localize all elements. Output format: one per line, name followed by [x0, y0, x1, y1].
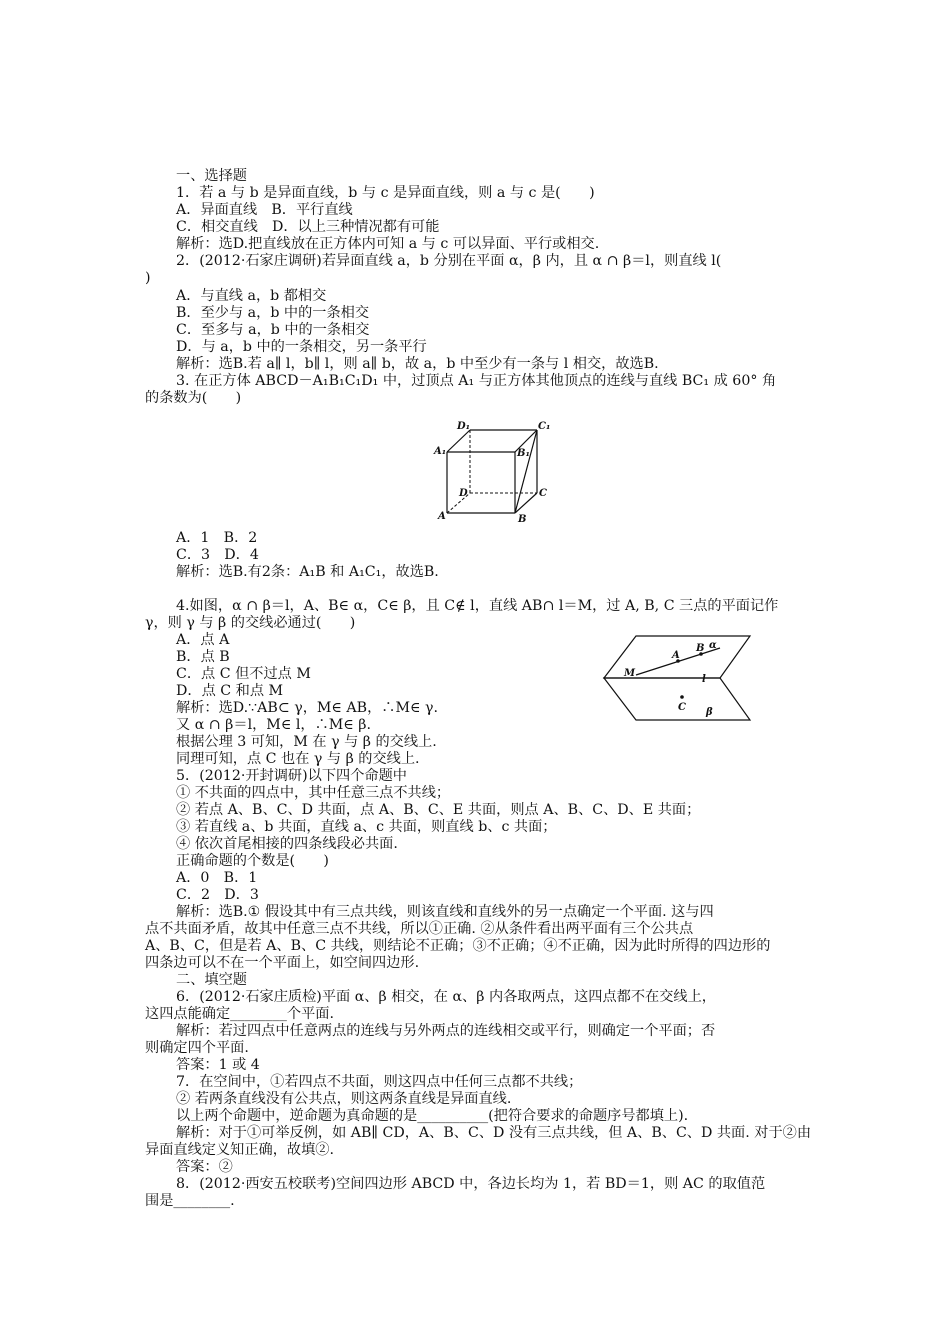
- cube-label-a1: A₁: [434, 446, 447, 457]
- q5-statement-2: ② 若点 A、B、C、D 共面，点 A、B、C、E 共面，则点 A、B、C、D、E 共面；: [176, 802, 701, 818]
- planes-label-l: l: [702, 674, 706, 685]
- q4-solution-3: 根据公理 3 可知，M 在 γ 与 β 的交线上.: [176, 734, 437, 750]
- question-4-line2: γ，则 γ 与 β 的交线必通过( ): [145, 615, 356, 631]
- question-4-line1: 4.如图，α ∩ β＝l，A、B∈ α，C∈ β，且 C∉ l，直线 AB∩ l＝M，过 A, B, C 三点的平面记作: [176, 598, 779, 614]
- planes-label-b: B: [696, 643, 705, 654]
- question-2-line1: 2．(2012·石家庄调研)若异面直线 a，b 分别在平面 α，β 内，且 α ∩ β＝l，则直线 l(: [176, 253, 722, 269]
- q5-solution-3: A、B、C，但是若 A、B、C 共线，则结论不正确；③不正确；④不正确，因为此时所得的四边形的: [145, 938, 771, 954]
- question-3-line1: 3. 在正方体 ABCD－A₁B₁C₁D₁ 中，过顶点 A₁ 与正方体其他顶点的连线与直线 BC₁ 成 60° 角: [176, 373, 777, 389]
- q7-ask: 以上两个命题中，逆命题为真命题的是__________(把符合要求的命题序号都填上).: [176, 1108, 689, 1124]
- q4-solution-4: 同理可知，点 C 也在 γ 与 β 的交线上.: [176, 751, 420, 767]
- cube-label-d1: D₁: [457, 421, 471, 432]
- q5-statement-3: ③ 若直线 a、b 共面，直线 a、c 共面，则直线 b、c 共面；: [176, 819, 557, 835]
- q1-solution: 解析：选D.把直线放在正方体内可知 a 与 c 可以异面、平行或相交.: [176, 236, 600, 252]
- question-8-line1: 8．(2012·西安五校联考)空间四边形 ABCD 中，各边长均为 1，若 BD＝1，则 AC 的取值范: [176, 1176, 766, 1192]
- q5-solution-2: 点不共面矛盾，故其中任意三点不共线，所以①正确. ②从条件看出两平面有三个公共点: [145, 921, 694, 937]
- question-6-line2: 这四点能确定________个平面.: [145, 1006, 334, 1022]
- q7-answer: 答案：②: [176, 1159, 233, 1175]
- q4-option-b: B．点 B: [176, 649, 230, 665]
- planes-label-beta: β: [706, 707, 713, 718]
- cube-label-c: C: [539, 488, 547, 499]
- question-7: 7．在空间中，①若四点不共面，则这四点中任何三点都不共线；: [176, 1074, 583, 1090]
- q5-statement-4: ④ 依次首尾相接的四条线段必共面.: [176, 836, 398, 852]
- q5-options-cd: C．2 D．3: [176, 887, 259, 903]
- planes-label-a: A: [672, 650, 680, 661]
- question-2-line2: ): [145, 270, 151, 286]
- q2-option-c: C．至多与 a，b 中的一条相交: [176, 322, 370, 338]
- q2-solution: 解析：选B.若 a∥ l，b∥ l，则 a∥ b，故 a，b 中至少有一条与 l 相交，故选B.: [176, 356, 659, 372]
- section-heading-choice: 一、选择题: [176, 168, 247, 184]
- question-6-line1: 6．(2012·石家庄质检)平面 α、β 相交，在 α、β 内各取两点，这四点都不在交线上，: [176, 989, 716, 1005]
- q2-option-a: A．与直线 a，b 都相交: [176, 288, 327, 304]
- q7-solution-2: 异面直线定义知正确，故填②.: [145, 1142, 334, 1158]
- q2-option-d: D．与 a，b 中的一条相交，另一条平行: [176, 339, 427, 355]
- q5-options-ab: A．0 B．1: [176, 870, 258, 886]
- q3-solution: 解析：选B.有2条：A₁B 和 A₁C₁，故选B.: [176, 564, 439, 580]
- q4-option-a: A．点 A: [176, 632, 230, 648]
- q3-options-ab: A．1 B．2: [176, 530, 258, 546]
- cube-figure: [430, 418, 555, 528]
- q6-solution-1: 解析：若过四点中任意两点的连线与另外两点的连线相交或平行，则确定一个平面；否: [176, 1023, 716, 1039]
- q5-solution-1: 解析：选B.① 假设其中有三点共线，则该直线和直线外的另一点确定一个平面. 这与四: [176, 904, 714, 920]
- q6-solution-2: 则确定四个平面.: [145, 1040, 249, 1056]
- question-3-line2: 的条数为( ): [145, 390, 242, 406]
- question-8-line2: 围是________.: [145, 1193, 235, 1209]
- section-heading-fill: 二、填空题: [176, 972, 247, 988]
- planes-label-alpha: α: [709, 640, 717, 651]
- cube-label-b1: B₁: [517, 448, 530, 459]
- q5-ask: 正确命题的个数是( ): [176, 853, 329, 869]
- q7-solution-1: 解析：对于①可举反例，如 AB∥ CD，A、B、C、D 没有三点共线，但 A、B、C、D 共面. 对于②由: [176, 1125, 812, 1141]
- q4-option-c: C．点 C 但不过点 M: [176, 666, 311, 682]
- q5-statement-1: ① 不共面的四点中，其中任意三点不共线；: [176, 785, 451, 801]
- q4-option-d: D．点 C 和点 M: [176, 683, 284, 699]
- q7-statement-2: ② 若两条直线没有公共点，则这两条直线是异面直线.: [176, 1091, 512, 1107]
- q2-option-b: B．至少与 a，b 中的一条相交: [176, 305, 370, 321]
- cube-label-c1: C₁: [538, 421, 551, 432]
- q6-answer: 答案：1 或 4: [176, 1057, 260, 1073]
- planes-label-m: M: [624, 668, 636, 679]
- cube-label-d: D: [459, 488, 468, 499]
- cube-label-b: B: [518, 514, 527, 525]
- planes-label-c: C: [678, 702, 686, 713]
- question-5: 5．(2012·开封调研)以下四个命题中: [176, 768, 407, 784]
- q4-solution-2: 又 α ∩ β＝l，M∈ l，∴M∈ β.: [176, 717, 372, 733]
- q1-options-cd: C．相交直线 D．以上三种情况都有可能: [176, 219, 440, 235]
- q1-options-ab: A．异面直线 B．平行直线: [176, 202, 353, 218]
- question-1: 1．若 a 与 b 是异面直线，b 与 c 是异面直线，则 a 与 c 是( ): [176, 185, 595, 201]
- planes-figure: [600, 630, 760, 730]
- cube-label-a: A: [438, 511, 446, 522]
- q5-solution-4: 四条边可以不在一个平面上，如空间四边形.: [145, 955, 420, 971]
- q3-options-cd: C．3 D．4: [176, 547, 259, 563]
- q4-solution-1: 解析：选D.∵AB⊂ γ，M∈ AB，∴M∈ γ.: [176, 700, 439, 716]
